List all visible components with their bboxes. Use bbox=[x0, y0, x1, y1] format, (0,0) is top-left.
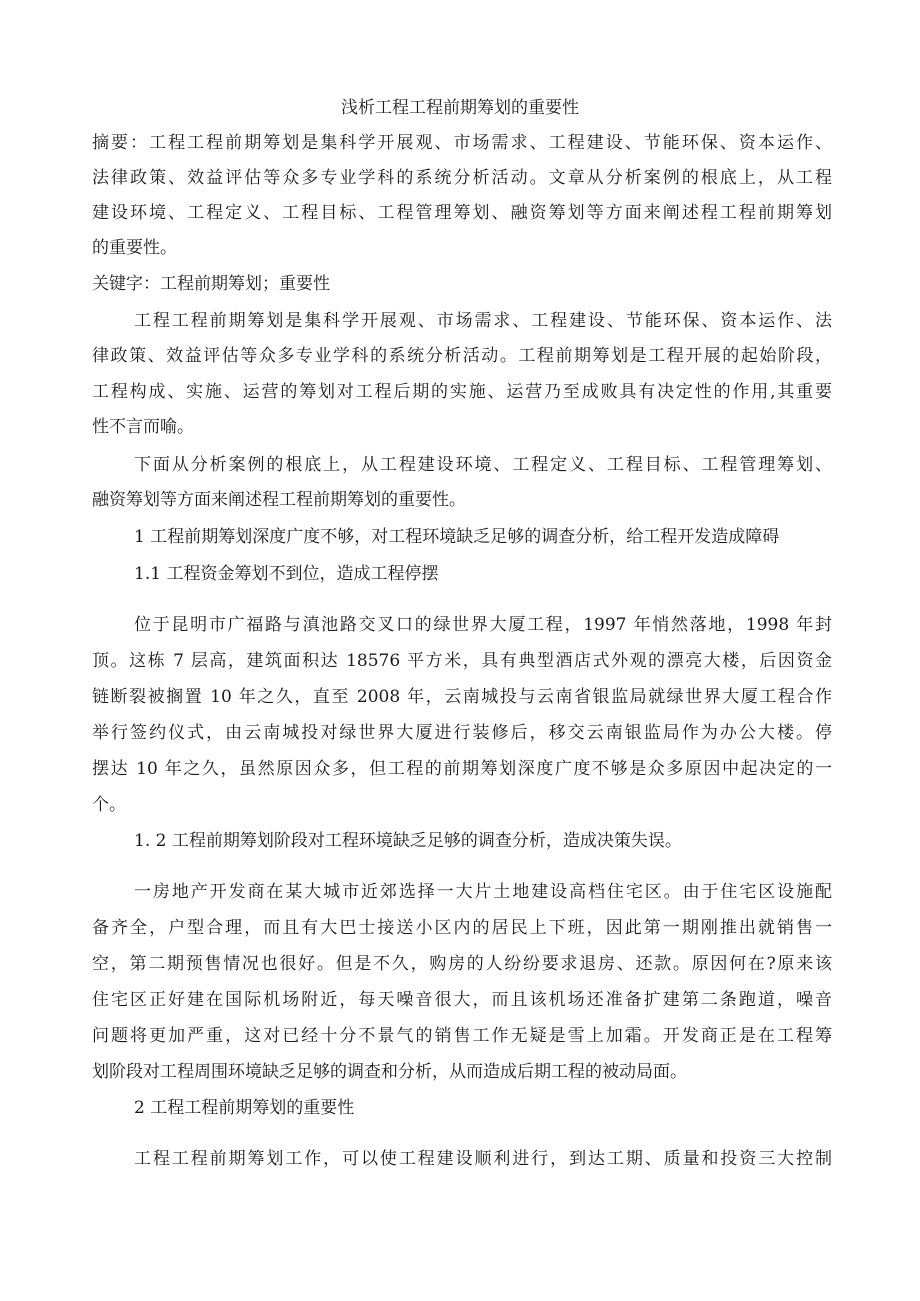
para1-line-2: 律政策、效益评估等众多专业学科的系统分析活动。工程前期筹划是工程开展的起始阶段， bbox=[92, 346, 832, 366]
heading-1-1: 1.1 工程资金筹划不到位，造成工程停摆 bbox=[134, 564, 439, 584]
para4-line-5: 问题将更加严重，这对已经十分不景气的销售工作无疑是雪上加霜。开发商正是在工程筹 bbox=[92, 1026, 832, 1046]
abstract-line-1: 摘要：工程工程前期筹划是集科学开展观、市场需求、工程建设、节能环保、资本运作、 bbox=[92, 133, 832, 153]
para1-line-1: 工程工程前期筹划是集科学开展观、市场需求、工程建设、节能环保、资本运作、法 bbox=[134, 311, 832, 331]
heading-1: 1 工程前期筹划深度广度不够，对工程环境缺乏足够的调查分析，给工程开发造成障碍 bbox=[134, 527, 780, 547]
para3-line-4: 举行签约仪式，由云南城投对绿世界大厦进行装修后，移交云南银监局作为办公大楼。停 bbox=[92, 723, 832, 743]
para1-line-3: 工程构成、实施、运营的筹划对工程后期的实施、运营乃至成败具有决定性的作用,其重要 bbox=[92, 382, 832, 402]
para4-line-3: 空，第二期预售情况也很好。但是不久，购房的人纷纷要求退房、还款。原因何在?原来该 bbox=[92, 954, 832, 974]
abstract-line-3: 建设环境、工程定义、工程目标、工程管理筹划、融资筹划等方面来阐述程工程前期筹划 bbox=[92, 203, 832, 223]
para2-line-2: 融资筹划等方面来阐述程工程前期筹划的重要性。 bbox=[92, 490, 466, 510]
document-title: 浅析工程工程前期筹划的重要性 bbox=[341, 98, 579, 118]
para2-line-1: 下面从分析案例的根底上，从工程建设环境、工程定义、工程目标、工程管理筹划、 bbox=[134, 455, 832, 475]
para4-line-6: 划阶段对工程周围环境缺乏足够的调查和分析，从而造成后期工程的被动局面。 bbox=[92, 1062, 687, 1082]
para4-line-1: 一房地产开发商在某大城市近郊选择一大片土地建设高档住宅区。由于住宅区设施配 bbox=[134, 882, 832, 902]
para5-line-1: 工程工程前期筹划工作，可以使工程建设顺利进行，到达工期、质量和投资三大控制 bbox=[134, 1149, 832, 1169]
para4-line-4: 住宅区正好建在国际机场附近，每天噪音很大，而且该机场还准备扩建第二条跑道，噪音 bbox=[92, 990, 832, 1010]
para3-line-5: 摆达 10 年之久，虽然原因众多，但工程的前期筹划深度广度不够是众多原因中起决定的一 bbox=[92, 759, 832, 779]
para1-line-4: 性不言而喻。 bbox=[92, 417, 194, 437]
para3-line-1: 位于昆明市广福路与滇池路交叉口的绿世界大厦工程，1997 年悄然落地，1998 年封 bbox=[134, 615, 832, 635]
abstract-line-4: 的重要性。 bbox=[92, 238, 177, 258]
para3-line-3: 链断裂被搁置 10 年之久，直至 2008 年，云南城投与云南省银监局就绿世界大厦工程合作 bbox=[92, 687, 832, 707]
keywords: 关键字：工程前期筹划；重要性 bbox=[92, 274, 330, 294]
heading-1-2: 1. 2 工程前期筹划阶段对工程环境缺乏足够的调查分析，造成决策失误。 bbox=[134, 831, 682, 851]
para3-line-2: 顶。这栋 7 层高，建筑面积达 18576 平方米，具有典型酒店式外观的漂亮大楼，后因资金 bbox=[92, 651, 832, 671]
para3-line-6: 个。 bbox=[92, 795, 126, 815]
heading-2: 2 工程工程前期筹划的重要性 bbox=[134, 1098, 355, 1118]
abstract-line-2: 法律政策、效益评估等众多专业学科的系统分析活动。文章从分析案例的根底上，从工程 bbox=[92, 168, 832, 188]
para4-line-2: 备齐全，户型合理，而且有大巴士接送小区内的居民上下班，因此第一期刚推出就销售一 bbox=[92, 918, 832, 938]
